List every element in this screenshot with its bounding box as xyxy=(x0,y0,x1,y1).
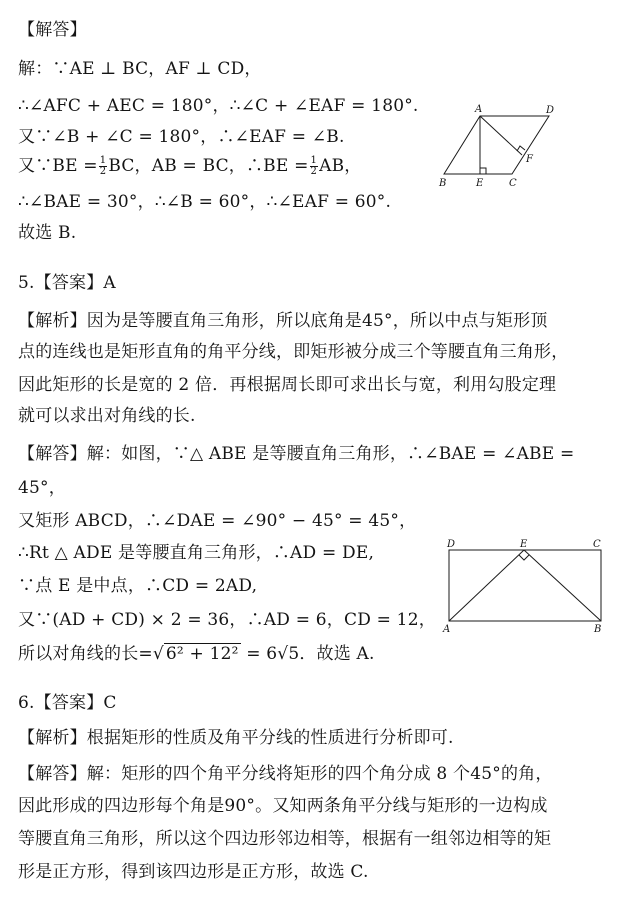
segment-af xyxy=(480,116,522,155)
fraction-one-half xyxy=(99,156,108,177)
label-a: A xyxy=(443,624,451,635)
segment-ae xyxy=(449,550,524,621)
q5-analysis-line: 点的连线也是矩形直角的角平分线，即矩形被分成三个等腰直角三角形， xyxy=(18,342,569,362)
q4-line-4-part3: AB， xyxy=(319,156,362,176)
q4-line-1: 解：∵AE ⊥ BC，AF ⊥ CD， xyxy=(18,59,262,79)
segment-be xyxy=(524,550,601,621)
label-e: E xyxy=(476,178,484,189)
fraction-one-half xyxy=(310,156,319,177)
rectangle-abcd xyxy=(449,550,601,621)
q5-analysis-line: 【解析】因为是等腰直角三角形，所以底角是45°，所以中点与矩形顶 xyxy=(18,311,548,331)
q6-answer-line: 【解答】解：矩形的四个角平分线将矩形的四个角分成 8 个45°的角， xyxy=(18,764,553,784)
q4-line-2: ∴∠AFC + AEC = 180°，∴∠C + ∠EAF = 180°. xyxy=(18,96,419,116)
fraction-denominator: 2 xyxy=(310,166,318,177)
q4-line-4 xyxy=(18,154,361,178)
parallelogram-figure xyxy=(432,102,567,190)
rectangle-figure xyxy=(438,538,610,638)
q6-analysis: 【解析】根据矩形的性质及角平分线的性质进行分析即可. xyxy=(18,728,454,748)
q5-last-line-result: = 6√5．故选 A. xyxy=(240,644,375,664)
q4-line-5: ∴∠BAE = 30°，∴∠B = 60°，∴∠EAF = 60°. xyxy=(18,192,392,212)
q5-answer-line: 45°， xyxy=(18,478,66,498)
q5-last-line-prefix: 所以对角线的长= xyxy=(18,644,153,664)
label-d: D xyxy=(546,105,555,116)
q4-line-4-part2: BC，AB = BC，∴BE = xyxy=(108,156,309,176)
label-c: C xyxy=(593,539,601,550)
sqrt-sign: √ xyxy=(152,644,164,664)
label-d: D xyxy=(447,539,456,550)
label-b: B xyxy=(439,178,447,189)
q5-analysis-line: 就可以求出对角线的长. xyxy=(18,406,196,426)
label-a: A xyxy=(475,104,483,115)
right-angle-mark-e xyxy=(519,555,529,560)
q5-title: 5.【答案】A xyxy=(18,273,116,293)
fraction-numerator: 1 xyxy=(99,155,107,166)
q5-answer-line: ∵点 E 是中点，∴CD = 2AD, xyxy=(18,576,258,596)
label-e: E xyxy=(520,539,528,550)
label-f: F xyxy=(526,154,533,165)
q5-answer-line: 【解答】解：如图，∵△ ABE 是等腰直角三角形，∴∠BAE = ∠ABE = xyxy=(18,444,575,464)
q5-analysis-line: 因此矩形的长是宽的 2 倍．再根据周长即可求出长与宽，利用勾股定理 xyxy=(18,375,557,395)
q5-last-line xyxy=(18,642,375,666)
fraction-numerator: 1 xyxy=(310,155,318,166)
right-angle-mark-e xyxy=(480,168,486,174)
q4-line-6: 故选 B. xyxy=(18,223,77,243)
q6-answer-line: 等腰直角三角形，所以这个四边形邻边相等，根据有一组邻边相等的矩 xyxy=(18,829,552,849)
q5-answer-line: 又∵(AD + CD) × 2 = 36，∴AD = 6，CD = 12， xyxy=(18,610,436,630)
q6-answer-line: 因此形成的四边形每个角是90°。又知两条角平分线与矩形的一边构成 xyxy=(18,796,548,816)
q5-answer-line: ∴Rt △ ADE 是等腰直角三角形，∴AD = DE, xyxy=(18,543,375,563)
label-b: B xyxy=(594,624,602,635)
q6-title: 6.【答案】C xyxy=(18,693,117,713)
q4-answer-header: 【解答】 xyxy=(18,20,87,40)
q4-line-4-part1: 又∵BE = xyxy=(18,156,98,176)
label-c: C xyxy=(509,178,517,189)
parallelogram-abcd xyxy=(444,116,549,174)
fraction-denominator: 2 xyxy=(99,166,107,177)
q5-answer-line: 又矩形 ABCD，∴∠DAE = ∠90° − 45° = 45°， xyxy=(18,511,417,531)
sqrt-radicand: 6² + 12² xyxy=(165,644,239,664)
q6-answer-line: 形是正方形，得到该四边形是正方形，故选 C. xyxy=(18,862,369,882)
q4-line-3: 又∵∠B + ∠C = 180°，∴∠EAF = ∠B. xyxy=(18,127,345,147)
right-angle-mark-f xyxy=(517,146,525,151)
